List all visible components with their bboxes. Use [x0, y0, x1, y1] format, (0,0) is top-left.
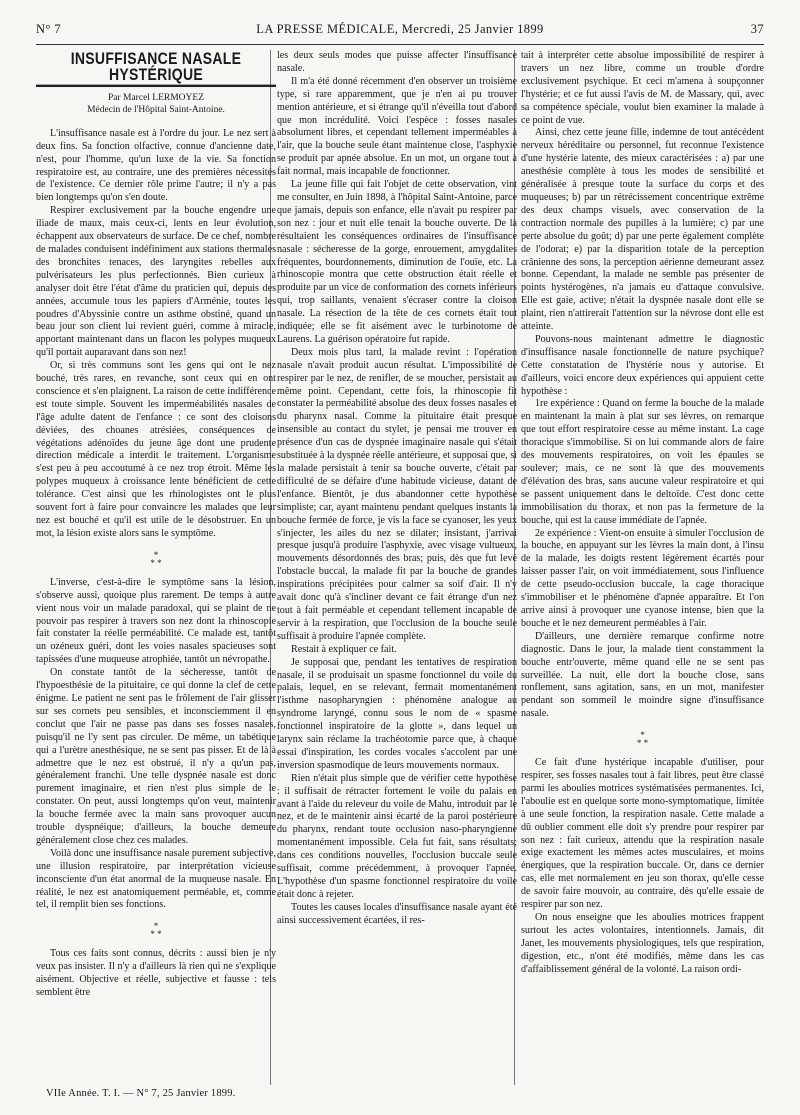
paragraph: L'insuffisance nasale est à l'ordre du jour. Le nez sert à deux fins. Sa fonction olfactive, connue d'ancienne date, n'est, pour l'homme, qu'un luxe de la vie. Sa fonction respiratoire est, au contraire, une des premières nécessités de l'existence. Ce dernier rôle prime l'autre; il n'y a pas bien longtemps qu'on s'en doute. — [36, 127, 276, 204]
paragraph: les deux seuls modes que puisse affecter l'insuffisance nasale. — [277, 50, 517, 74]
paragraph: On constate tantôt de la sécheresse, tantôt de l'hypoesthésie de la pituitaire, ce qui donne la clef de cette énigme. Le patient ne sent pas le frôlement de l'air glisser sur ses cornets peu sensibles, et inconsciemment il en conclut que l'air ne passe pas dans ses fosses nasales, puisqu'il ne l'y sent pas circuler. De même, un tabétique qui a l'urètre anesthésique, ne se sent pas pisser. Et de là à admettre que le nez est obstrué, il n'y a qu'un pas, généralement franchi. Une telle dyspnée nasale est donc purement imaginaire, et rien n'est plus simple de le constater. On peut, aussi longtemps qu'on veut, maintenir la bouche fermée avec la main sans provoquer aucun trouble dyspnéique; d'ailleurs, la bouche demeure généralement close chez ces malades. — [36, 667, 276, 846]
author-affiliation: Médecin de l'Hôpital Saint-Antoine. — [87, 104, 225, 115]
paragraph: Pouvons-nous maintenant admettre le diagnostic d'insuffisance nasale fonctionnelle de nature psychique? Cette constatation de l'hystérie nous y autorise. Et d'ailleurs, voici encore deux expériences qui appuient cette hypothèse : — [521, 333, 764, 397]
column-2 — [277, 50, 517, 928]
paragraph: Deux mois plus tard, la malade revint : l'opération nasale n'avait produit aucun résultat. L'impossibilité de respirer par le nez, de renifler, de se moucher, persistait au même point. Cependant, cette fois, la rhinoscopie fit constater la perméabilité absolue des deux fosses nasales et du pharynx nasal. Comme la pituitaire était presque insensible au contact du stylet, je pensai me trouver en présence d'un cas de dyspnée imaginaire nasale qui s'était substituée à la dyspnée réelle antérieure, et supposai que, si la malade persistait à tenir sa bouche ouverte, c'était par difficulté de se défaire d'une habitude vicieuse, datant de l'enfance. Bientôt, je dus abandonner cette hypothèse simpliste; car, ayant maintenu pendant quelques instants la bouche fermée de force, je vis la face se cyanoser, les yeux s'injecter, les ailes du nez se dilater; insistant, j'arrivai presque jusqu'à produire l'asphyxie, avec visage vultueux, mouvements désordonnés des bras; puis, dès que fut levé l'obstacle buccal, la malade fit par la bouche de grandes inspirations précipitées pour calmer sa soif d'air. Il n'y avait donc qu'à s'incliner devant ce fait étrange d'un nez tout à fait perméable et cependant tellement incapable de servir à la respiration, que l'occlusion de la bouche seule suffisait à produire l'apnée complète. — [277, 346, 517, 642]
header-rule — [36, 44, 764, 45]
paragraph: La jeune fille qui fait l'objet de cette observation, vint me consulter, en Juin 1898, à l'hôpital Saint-Antoine, parce que jamais, depuis son enfance, elle n'avait pu respirer par son nez : jour et nuit elle tenait la bouche ouverte. De là résultaient les conséquences ordinaires de l'insuffisance nasale : sécheresse de la gorge, enrouement, amygdalites fréquentes, bourdonnements, diminution de l'ouïe, etc. La rhinoscopie montra que cette obstruction était réelle et produite par un vice de conformation des cornets inférieurs qui, trop saillants, venaient s'écraser contre la cloison nasale. La résection de la tête de ces cornets était tout indiquée; elle se fit aisément avec le turbinotome de Laurens. La guérison opératoire fut rapide. — [277, 179, 517, 345]
paragraph: On nous enseigne que les aboulies motrices frappent surtout les actes volontaires, intentionnels. Jamais, dit Janet, les mouvements physiologiques, tels que respiration, digestion, etc., n'ont été modifiés, même dans les cas d'affaiblissement général de la volonté. La raison ordi- — [521, 912, 764, 975]
paragraph: Rien n'était plus simple que de vérifier cette hypothèse : il suffisait de rétracter fortement le voile du palais en avant à l'aide du releveur du voile de Mahu, introduit par le nez, et de le maintenir ainsi écarté de la paroi postérieure du pharynx, rendant toute occlusion naso-pharyngienne momentanément impossible. Cela fut fait, sans résultats; dans ces conditions nouvelles, l'occlusion buccale seule suffisait, comme précédemment, à provoquer l'apnée. L'hypothèse d'un spasme fonctionnel respiratoire du voile était donc à rejeter. — [277, 772, 517, 900]
spacer — [36, 116, 276, 128]
paragraph: Respirer exclusivement par la bouche engendre une iliade de maux, mais ceux-ci, lents en leur évolution, échappent aux observateurs de surface. De ce chef, nombre de malades conduisent indéfiniment aux stations thermales des bronchites tenaces, des laryngites rebelles aux pulvérisateurs les plus perfectionnés. Bien curieux à analyser doit être l'état d'âme du praticien qui, depuis des années, accumule tous les papiers d'Arménie, toutes les poudres d'Abyssinie contre un asthme obstiné, quand un beau jour son client lui revient guéri, comme à miracle, apportant maintenant dans un flacon les polypes muqueux qu'il portait auparavant dans son nez! — [36, 205, 276, 359]
paragraph: L'inverse, c'est-à-dire le symptôme sans la lésion, s'observe aussi, quoique plus rarement. De temps à autre vient nous voir un malade paradoxal, qui se plaint de ne pouvoir pas respirer à travers son nez dont la rhinoscopie fait constater la réelle perméabilité. Ce malade est, tantôt un ozéneux guéri, dont les voies nasales spacieuses sont tapissées d'une muqueuse atrophiée, tantôt un névropathe. — [36, 576, 276, 666]
paragraph: tait à interpréter cette absolue impossibilité de respirer à travers un nez libre, comme un trouble d'ordre exclusivement psychique. Et ceci m'amena à soupçonner l'hystérie; et ce fut aussi l'avis de M. de Massary, qui, avec sa compétence spéciale, voulut bien examiner la malade à ce point de vue. — [521, 50, 764, 126]
paragraph: Ainsi, chez cette jeune fille, indemne de tout antécédent nerveux héréditaire ou personnel, fut reconnue l'existence d'une hystérie latente, des mieux caractérisées : a) par une anesthésie complète à tous les modes de sensibilité et généralisée à presque toute la surface du corps et des muqueuses; b) par un rétrécissement concentrique extrême des deux champs visuels, avec conservation de la contraction normale des pupilles à la lumière; c) par une perte absolue du goût; d) par une perte également complète de l'odorat; e) par la disparition totale de la perception crânienne des sons, la perception aérienne demeurant assez bonne. Cependant, la malade ne semble pas présenter de points hystérogènes, n'a jamais eu d'attaque convulsive. Elle est gaie, active; n'était la dyspnée nasale dont elle se plaint, rien n'attirerait l'attention sur la névrose dont elle est atteinte. — [521, 127, 764, 333]
paragraph: 2e expérience : Vient-on ensuite à simuler l'occlusion de la bouche, en appuyant sur les lèvres la main dont, à l'insu de la malade, les doigts restent légèrement écartés pour laisser passer l'air, on voit immédiatement, sous l'influence de cette pseudo-occlusion buccale, la cage thoracique s'immobiliser et le phénomène d'apnée apparaître. Et l'on arrive ainsi à provoquer une cyanose intense, bien que la bouche et le nez demeurent perméables à l'air. — [521, 527, 764, 629]
column-1 — [36, 50, 276, 1000]
paragraph: Je supposai que, pendant les tentatives de respiration nasale, il se produisait un spasme fonctionnel du voile du palais, lequel, en se relevant, fermait momentanément l'isthme nasopharyngien : phénomène analogue au syndrome laryngé, connu sous le nom de « spasme fonctionnel inspiratoire de la glotte », dans lequel un larynx sain réclame la trachéotomie parce que, à chaque essai d'inspiration, les cordes vocales s'accolent par une inversion spasmodique de leurs mouvements normaux. — [277, 656, 517, 771]
column-3 — [521, 50, 764, 977]
author-line: Par Marcel LERMOYEZ — [107, 92, 205, 103]
paragraph: 1re expérience : Quand on ferme la bouche de la malade en maintenant la main à plat sur ses lèvres, on remarque que tout effort respiratoire cesse au même instant. La cage thoracique s'immobilise. Si on lui commande alors de faire des mouvements respiratoires, on voit les épaules se soulever; mais, ce ne sont là que des mouvements d'élévation des bras, sans aucune valeur respiratoire et qui se passent uniquement dans le deltoïde. C'est donc cette immobilisation du thorax, et non pas la fermeture de la bouche, qui est la cause immédiate de l'apnée. — [521, 398, 764, 526]
issue-number: N° 7 — [36, 22, 62, 36]
journal-title: LA PRESSE MÉDICALE, Mercredi, 25 Janvier 1899 — [256, 22, 544, 36]
paragraph: Il m'a été donné récemment d'en observer un troisième type, si rare apparemment, que je n'en ai pu trouver mention antérieure, et si étrange qu'il n'éveilla tout d'abord que mon incrédulité. Voici l'espèce : fosses nasales absolument libres, et cependant tellement imperméables à l'air, que la bouche seule étant maintenue close, l'asphyxie se produit par apnée absolue. En un mot, un organe tout à fait normal, mais incapable de fonctionner. — [277, 75, 517, 178]
page-footer: VIIe Année. T. I. — N° 7, 25 Janvier 1899. — [46, 1088, 236, 1099]
article-title: INSUFFISANCE NASALE HYSTÉRIQUE — [36, 51, 276, 87]
paragraph: Restait à expliquer ce fait. — [291, 643, 397, 655]
running-header — [36, 22, 764, 40]
paragraph: Or, si très communs sont les gens qui ont le nez bouché, très rares, en revanche, sont ceux qui en ont conscience et s'en plaignent. La raison de cette indifférence est toute simple. Souvent les imperméabilités nasales de l'âge adulte datent de l'enfance : ce sont des cloisons déviées, des choanes atrésiées, conséquences de végétations adénoïdes du jeune âge dont une prudente direction médicale a interdit le traitement. L'organisme s'est peu à peu accoutumé à ce nez trop étroit. Même les polypes muqueux à croissance lente bénéficient de cette tolérance. C'est ainsi que les rhinologistes ont le plus souvent fort à faire pour convaincre les malades que leur nez est bouché et qu'il est utile de le désobstruer. En un mot, la lésion existe alors sans le symptôme. — [36, 360, 276, 539]
section-separator: * * * — [636, 730, 649, 749]
paragraph: Ce fait d'une hystérique incapable d'utiliser, pour respirer, ses fosses nasales tout à fait libres, peut être classé parmi les aboulies motrices systématisées permanentes. Ici, l'aboulie est en quelque sorte mono-symptomatique, limitée à une seule fonction, la respiration nasale. Cette malade a dû oublier comment elle doit s'y prendre pour respirer par son nez : fait curieux, attendu que la respiration nasale exige exactement les mêmes actes musculaires, et moins énergiques, que la respiration buccale. Or, dans ce dernier cas, elle met normalement en jeu son thorax, qu'elle cesse de savoir faire mouvoir, au contraire, dès qu'elle essaie de respirer par son nez. — [521, 757, 764, 911]
paragraph: Toutes les causes locales d'insuffisance nasale ayant été ainsi successivement écartées, il res- — [277, 901, 517, 926]
section-separator: * * * — [150, 921, 162, 940]
section-separator: * * * — [150, 549, 162, 568]
paragraph: Tous ces faits sont connus, décrits : aussi bien je n'y veux pas insister. Il n'y a d'ailleurs là rien qui ne s'explique aisément. Objective et réelle, subjective et fausse : tels semblent être — [36, 948, 276, 999]
page-number: 37 — [750, 22, 764, 36]
paragraph: D'ailleurs, une dernière remarque confirme notre diagnostic. Dans le jour, la malade tient constamment la bouche entr'ouverte, même quand elle ne se sent pas surveillée. La nuit, elle dort la bouche close, sans ronflement, sans agitation, sans, en un mot, manifester pendant son sommeil le moindre signe d'insuffisance nasale. — [521, 630, 764, 720]
paragraph: Voilà donc une insuffisance nasale purement subjective, une illusion respiratoire, par interprétation vicieuse inconsciente d'un état anormal de la muqueuse nasale. En réalité, le nez est anatomiquement perméable, et, comme tel, il remplit bien ses fonctions. — [36, 847, 276, 911]
